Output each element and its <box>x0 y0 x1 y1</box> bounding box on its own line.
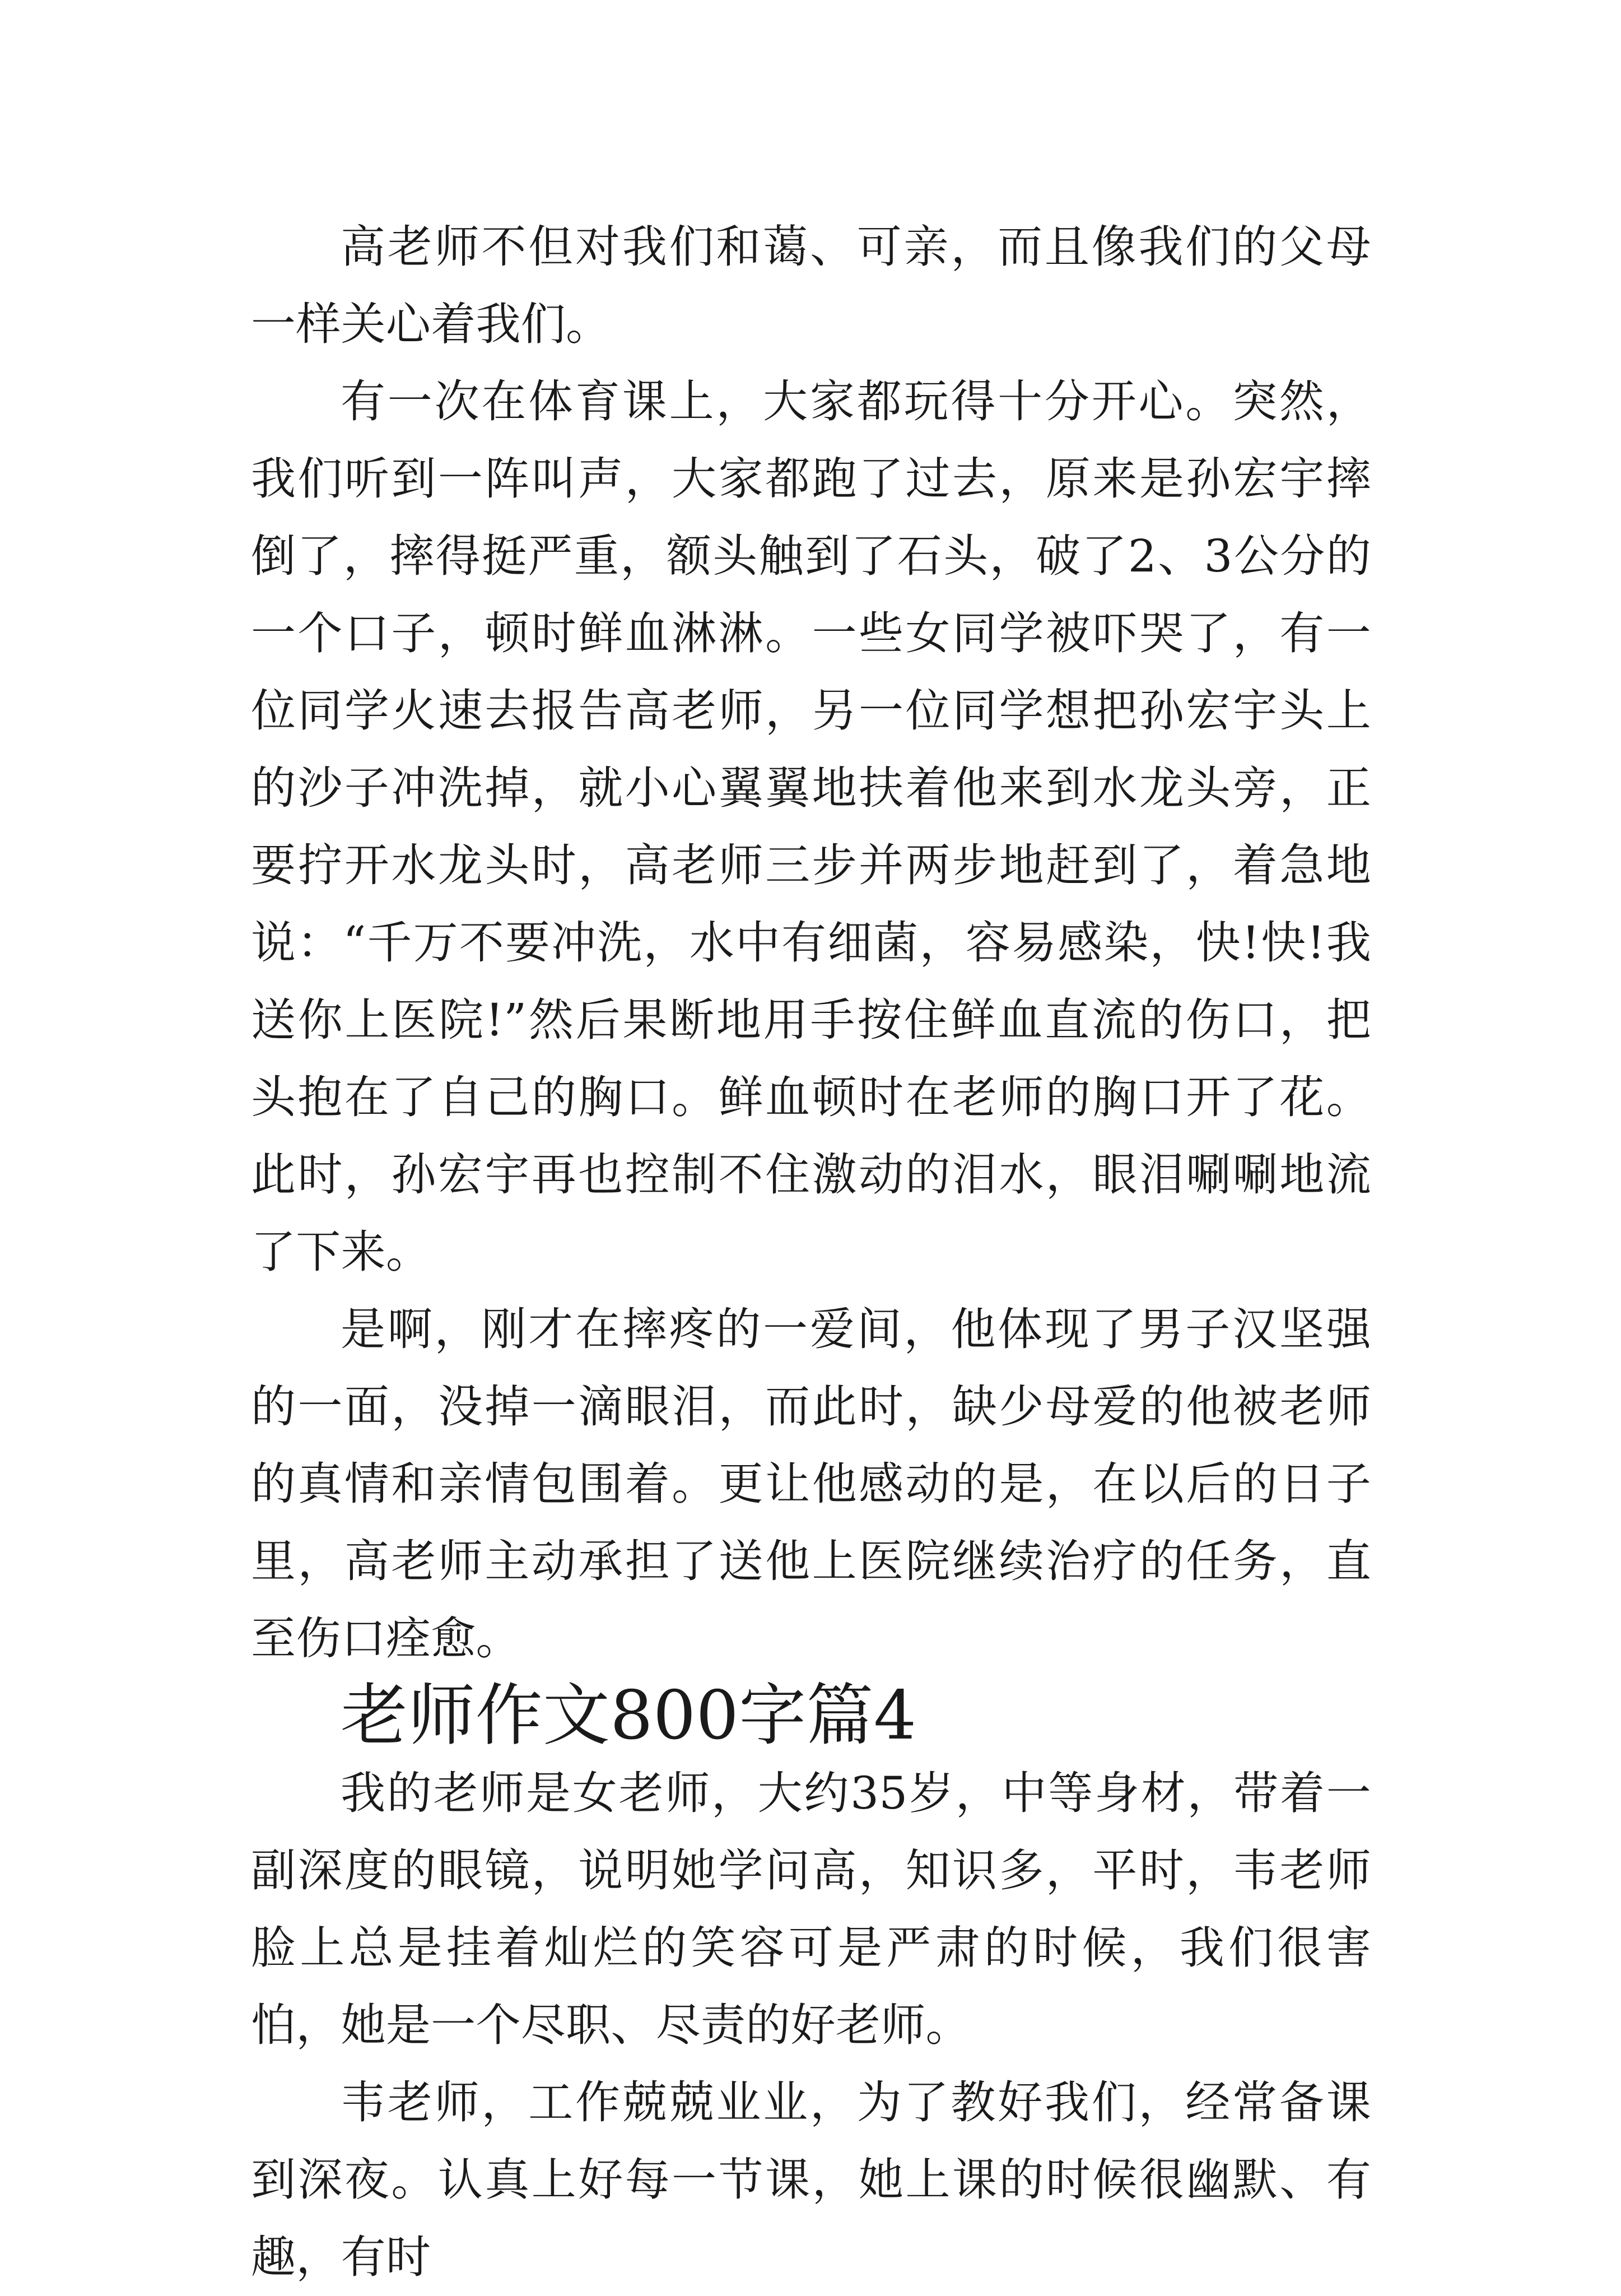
paragraph-2: 有一次在体育课上，大家都玩得十分开心。突然，我们听到一阵叫声，大家都跑了过去，原来是孙宏宇摔倒了，摔得挺严重，额头触到了石头，破了2、3公分的一个口子，顿时鲜血淋淋。一些女同学被吓哭了，有一位同学火速去报告高老师，另一位同学想把孙宏宇头上的沙子冲洗掉，就小心翼翼地扶着他来到水龙头旁，正要拧开水龙头时，高老师三步并两步地赶到了，着急地说：“千万不要冲洗，水中有细菌，容易感染，快!快!我送你上医院!”然后果断地用手按住鲜血直流的伤口，把头抱在了自己的胸口。鲜血顿时在老师的胸口开了花。此时，孙宏宇再也控制不住激动的泪水，眼泪唰唰地流了下来。 <box>251 375 1371 1278</box>
paragraph-4: 我的老师是女老师，大约35岁，中等身材，带着一副深度的眼镜，说明她学问高，知识多，平时，韦老师脸上总是挂着灿烂的笑容可是严肃的时候，我们很害怕，她是一个尽职、尽责的好老师。 <box>251 1767 1371 2051</box>
paragraph-5: 韦老师，工作兢兢业业，为了教好我们，经常备课到深夜。认真上好每一节课，她上课的时候很幽默、有趣，有时 <box>251 2076 1371 2283</box>
paragraph-3: 是啊，刚才在摔疼的一爱间，他体现了男子汉坚强的一面，没掉一滴眼泪，而此时，缺少母爱的他被老师的真情和亲情包围着。更让他感动的是，在以后的日子里，高老师主动承担了送他上医院继续治疗的任务，直至伤口痊愈。 <box>251 1303 1371 1665</box>
text-column <box>251 208 1371 2296</box>
section-heading: 老师作文800字篇4 <box>341 1677 917 1755</box>
paragraph-1: 高老师不但对我们和蔼、可亲，而且像我们的父母一样关心着我们。 <box>251 221 1371 350</box>
